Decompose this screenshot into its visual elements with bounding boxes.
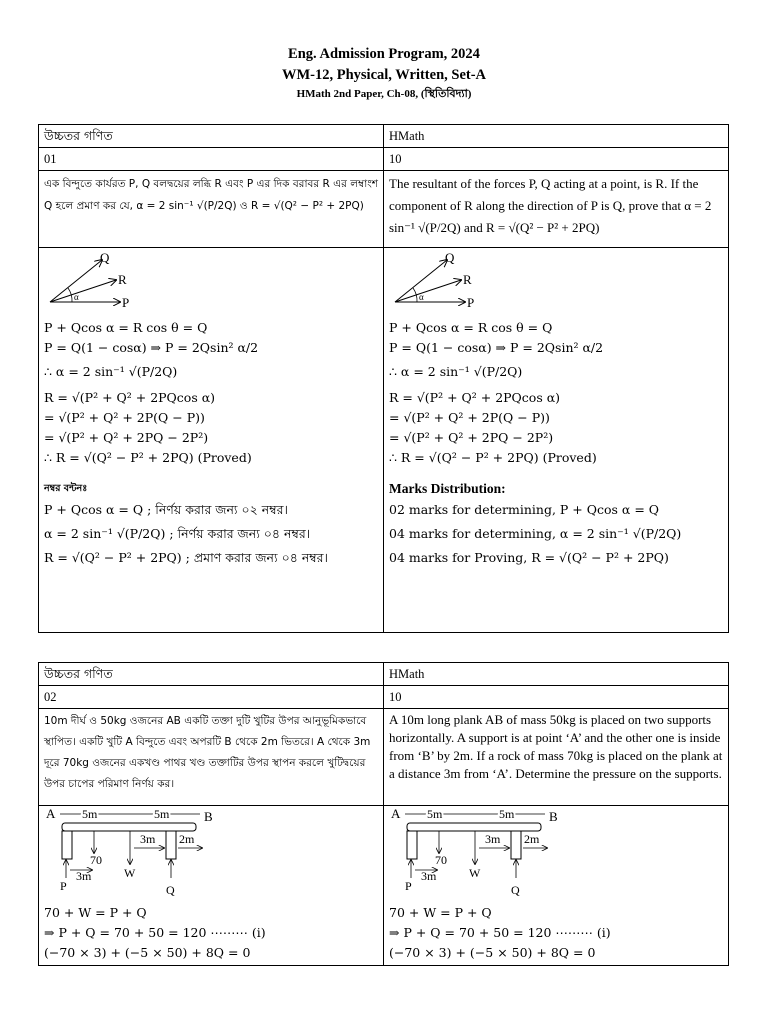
label-b: B: [549, 809, 558, 824]
solution-en: [384, 806, 729, 966]
label-p: P: [405, 879, 412, 893]
label-a: A: [46, 808, 56, 821]
label-q: Q: [445, 250, 455, 265]
step-4: R = √(P² + Q² + 2PQcos α): [389, 390, 561, 405]
subject-bn: উচ্চতর গণিত: [39, 125, 384, 148]
support-b: [511, 831, 521, 859]
step-4: R = √(P² + Q² + 2PQcos α): [44, 390, 216, 405]
support-b: [166, 831, 176, 859]
step-3: ∴ α = 2 sin⁻¹ √(P/2Q): [389, 364, 523, 379]
solution-steps-bn: [44, 318, 378, 468]
marks-en-3: 04 marks for Proving, R = √(Q² − P² + 2PQ): [389, 550, 669, 565]
label-3m-bottom: 3m: [421, 869, 437, 883]
label-70: 70: [90, 853, 102, 867]
solution-bn: [39, 248, 384, 633]
question-text-bn: এক বিন্দুতে কার্যরত P, Q বলদ্বয়ের লব্ধি R এবং P এর দিক বরাবর R এর লম্বাংশ Q হলে প্রমাণ কর যে, α = 2 sin⁻¹ √(P/2Q) ও R = √(Q² − P² + 2PQ): [39, 171, 384, 248]
solution-en: [384, 248, 729, 633]
label-w: W: [124, 866, 136, 880]
label-5m-right: 5m: [154, 808, 170, 821]
page-header: [0, 44, 768, 102]
label-b: B: [204, 809, 213, 824]
solution-steps-en: [389, 318, 723, 468]
label-alpha: α: [419, 292, 424, 302]
label-p: P: [467, 295, 475, 310]
question-table-2: [38, 662, 729, 966]
label-w: W: [469, 866, 481, 880]
plank-diagram-en: [389, 808, 589, 898]
step-6: = √(P² + Q² + 2PQ − 2P²): [389, 430, 554, 445]
label-5m-left: 5m: [82, 808, 98, 821]
question-number-bn: 01: [39, 148, 384, 171]
step-1: P + Qcos α = R cos θ = Q: [44, 320, 208, 335]
label-5m-left: 5m: [427, 808, 443, 821]
step-6: = √(P² + Q² + 2PQ − 2P²): [44, 430, 209, 445]
label-p: P: [122, 295, 130, 310]
label-2m: 2m: [179, 832, 195, 846]
question-text-en: The resultant of the forces P, Q acting at a point, is R. If the component of R along the direction of P is Q, prove that α = 2 sin⁻¹ √(P/2Q) and R = √(Q² − P² + 2PQ): [384, 171, 729, 248]
subject-bn: উচ্চতর গণিত: [39, 663, 384, 686]
question-table-1: [38, 124, 729, 633]
marks-bn-1: P + Qcos α = Q ; নির্ণয় করার জন্য ০২ নম্বর।: [44, 502, 288, 517]
step-7: ∴ R = √(Q² − P² + 2PQ) (Proved): [389, 450, 597, 465]
step-2: P = Q(1 − cosα) ⇒ P = 2Qsin² α/2: [44, 340, 259, 355]
label-3m-top: 3m: [485, 832, 501, 846]
program-title: Eng. Admission Program, 2024: [288, 46, 480, 62]
question-text-bn: 10m দীর্ঘ ও 50kg ওজনের AB একটি তক্তা দুটি খুটির উপর আনুভূমিকভাবে স্থাপিত। একটি খুটি A বিন্দুতে এবং অপরটি B থেকে 2m ভিতরে। A থেকে 3m দূরে 70kg ওজনের একখণ্ড পাথর খণ্ড তক্তাটির উপর স্থাপন করলে খুটিদ্বয়ের উপর চাপের পরিমাণ নির্ণয় কর।: [39, 709, 384, 806]
paper-chapter: HMath 2nd Paper, Ch-08, (স্থিতিবিদ্যা): [296, 88, 472, 100]
step-7: ∴ R = √(Q² − P² + 2PQ) (Proved): [44, 450, 252, 465]
question-text-en: A 10m long plank AB of mass 50kg is placed on two supports horizontally. A support is at point ‘A’ and the other one is inside from ‘B’ by 2m. If a rock of mass 70kg is placed on the plank at a distance 3m from ‘A’. Determine the pressure on the supports.: [384, 709, 729, 806]
support-a: [62, 831, 72, 859]
subject-en: HMath: [384, 663, 729, 686]
label-q: Q: [166, 883, 175, 897]
label-2m: 2m: [524, 832, 540, 846]
subject-en: HMath: [384, 125, 729, 148]
eq-3: (−70 × 3) + (−5 × 50) + 8Q = 0: [44, 945, 251, 960]
eq-3: (−70 × 3) + (−5 × 50) + 8Q = 0: [389, 945, 596, 960]
eq-1: 70 + W = P + Q: [44, 905, 147, 920]
label-5m-right: 5m: [499, 808, 515, 821]
label-a: A: [391, 808, 401, 821]
label-q: Q: [511, 883, 520, 897]
marks-title-en: Marks Distribution:: [389, 481, 506, 496]
marks-en-2: 04 marks for determining, α = 2 sin⁻¹ √(P/2Q): [389, 526, 682, 541]
label-q: Q: [100, 250, 110, 265]
question-number-en: 10: [384, 686, 729, 709]
question-number-en: 10: [384, 148, 729, 171]
label-p: P: [60, 879, 67, 893]
label-r: R: [118, 272, 127, 287]
label-r: R: [463, 272, 472, 287]
step-5: = √(P² + Q² + 2P(Q − P)): [44, 410, 205, 425]
plank: [407, 823, 541, 831]
solution-bn: [39, 806, 384, 966]
question-number-bn: 02: [39, 686, 384, 709]
step-5: = √(P² + Q² + 2P(Q − P)): [389, 410, 550, 425]
eq-2: ⇒ P + Q = 70 + 50 = 120 ⋯⋯⋯ (i): [44, 925, 266, 940]
step-2: P = Q(1 − cosα) ⇒ P = 2Qsin² α/2: [389, 340, 604, 355]
marks-bn-2: α = 2 sin⁻¹ √(P/2Q) ; নির্ণয় করার জন্য ০৪ নম্বর।: [44, 526, 311, 541]
marks-en-1: 02 marks for determining, P + Qcos α = Q: [389, 502, 660, 517]
marks-title-bn: নম্বর বন্টনঃ: [44, 483, 88, 494]
force-r-arrow: [50, 280, 116, 302]
step-3: ∴ α = 2 sin⁻¹ √(P/2Q): [44, 364, 178, 379]
eq-1: 70 + W = P + Q: [389, 905, 492, 920]
marks-bn-3: R = √(Q² − P² + 2PQ) ; প্রমাণ করার জন্য ০৪ নম্বর।: [44, 550, 328, 565]
force-r-arrow: [395, 280, 461, 302]
plank-diagram-bn: [44, 808, 244, 898]
step-1: P + Qcos α = R cos θ = Q: [389, 320, 553, 335]
force-diagram-bn: [44, 250, 378, 312]
label-3m-bottom: 3m: [76, 869, 92, 883]
label-70: 70: [435, 853, 447, 867]
exam-title: WM-12, Physical, Written, Set-A: [281, 67, 487, 83]
label-3m-top: 3m: [140, 832, 156, 846]
support-a: [407, 831, 417, 859]
label-alpha: α: [74, 292, 79, 302]
eq-2: ⇒ P + Q = 70 + 50 = 120 ⋯⋯⋯ (i): [389, 925, 611, 940]
plank: [62, 823, 196, 831]
force-diagram-en: [389, 250, 723, 312]
